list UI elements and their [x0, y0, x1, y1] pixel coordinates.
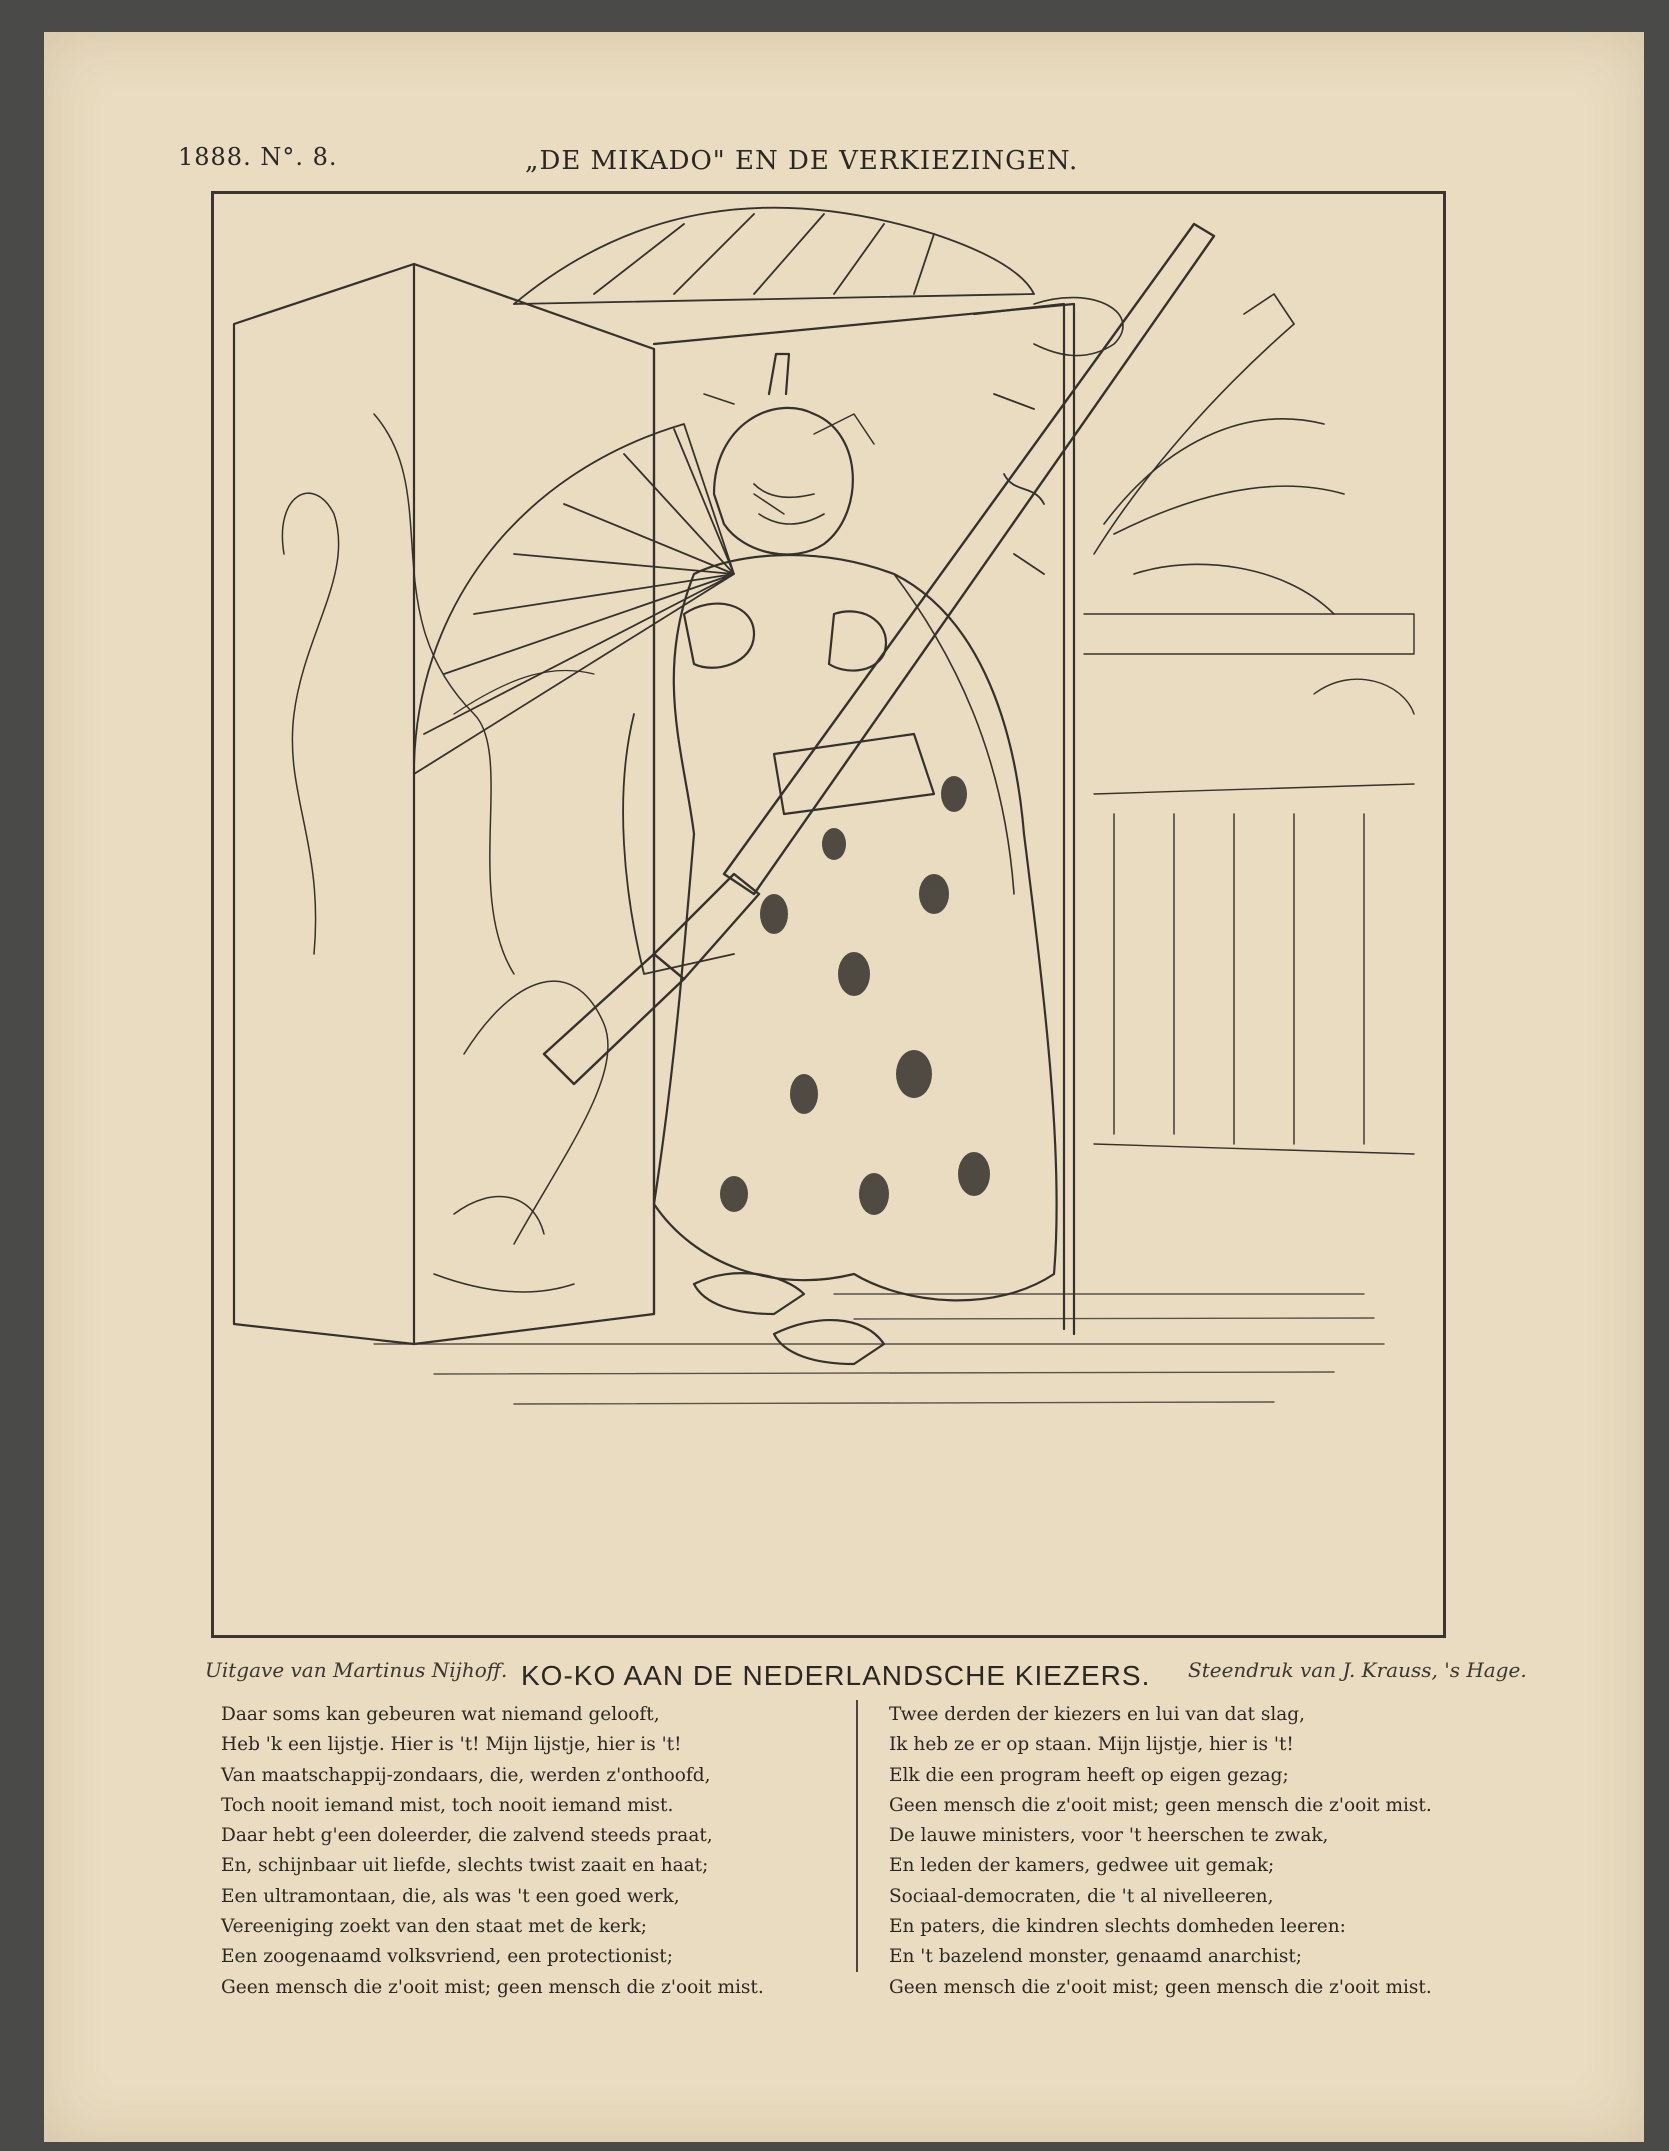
poem-line: Geen mensch die z'ooit mist; geen mensch die z'ooit mist.: [889, 1976, 1432, 1998]
poem-line: Geen mensch die z'ooit mist; geen mensch die z'ooit mist.: [221, 1976, 764, 1998]
poem-line: Vereeniging zoekt van den staat met de kerk;: [221, 1916, 648, 1938]
publisher-credit: Uitgave van Martinus Nijhoff.: [205, 1658, 508, 1682]
caption-title: KO-KO AAN DE NEDERLANDSCHE KIEZERS.: [521, 1660, 1151, 1691]
poem-line: En leden der kamers, gedwee uit gemak;: [889, 1855, 1275, 1877]
issue-number: 1888. N°. 8.: [178, 143, 338, 171]
poem-line: Daar soms kan gebeuren wat niemand gelooft,: [221, 1704, 660, 1725]
printer-credit: Steendruk van J. Krauss, 's Hage.: [1188, 1658, 1527, 1682]
umbrella: [514, 208, 1123, 356]
page-title: „DE MIKADO" EN DE VERKIEZINGEN.: [525, 146, 1079, 176]
poem-line: En paters, die kindren slechts domheden leeren:: [889, 1916, 1346, 1938]
poem-line: Een zoogenaamd volksvriend, een protectionist;: [221, 1946, 673, 1968]
poem-line: Een ultramontaan, die, als was 't een goed werk,: [221, 1885, 680, 1907]
floor-lines: [374, 1294, 1384, 1404]
poem-column-right: [889, 1700, 1432, 2003]
poem-line: Geen mensch die z'ooit mist; geen mensch die z'ooit mist.: [889, 1794, 1432, 1816]
illustration-frame: [211, 191, 1446, 1638]
poem-line: De lauwe ministers, voor 't heerschen te zwak,: [889, 1825, 1329, 1847]
poem-line: Toch nooit iemand mist, toch nooit iemand mist.: [221, 1794, 674, 1816]
column-divider: [856, 1700, 858, 1972]
poem-line: En 't bazelend monster, genaamd anarchist;: [889, 1946, 1303, 1968]
poem-line: Elk die een program heeft op eigen gezag;: [889, 1764, 1289, 1786]
poem-column-left: [221, 1700, 764, 2003]
poem-line: En, schijnbaar uit liefde, slechts twist zaait en haat;: [221, 1855, 709, 1877]
background-building: [1084, 614, 1414, 1154]
poem-line: Sociaal-democraten, die 't al nivelleeren,: [889, 1885, 1274, 1907]
plant: [1094, 294, 1344, 614]
poem-line: Twee derden der kiezers en lui van dat slag,: [889, 1704, 1306, 1725]
poem-line: Ik heb ze er op staan. Mijn lijstje, hier is 't!: [889, 1734, 1294, 1756]
poem-line: Van maatschappij-zondaars, die, werden z'onthoofd,: [221, 1764, 711, 1786]
poem-line: Heb 'k een lijstje. Hier is 't! Mijn lijstje, hier is 't!: [221, 1734, 682, 1756]
poem-line: Daar hebt g'een doleerder, die zalvend steeds praat,: [221, 1825, 713, 1847]
illustration: [214, 194, 1443, 1635]
